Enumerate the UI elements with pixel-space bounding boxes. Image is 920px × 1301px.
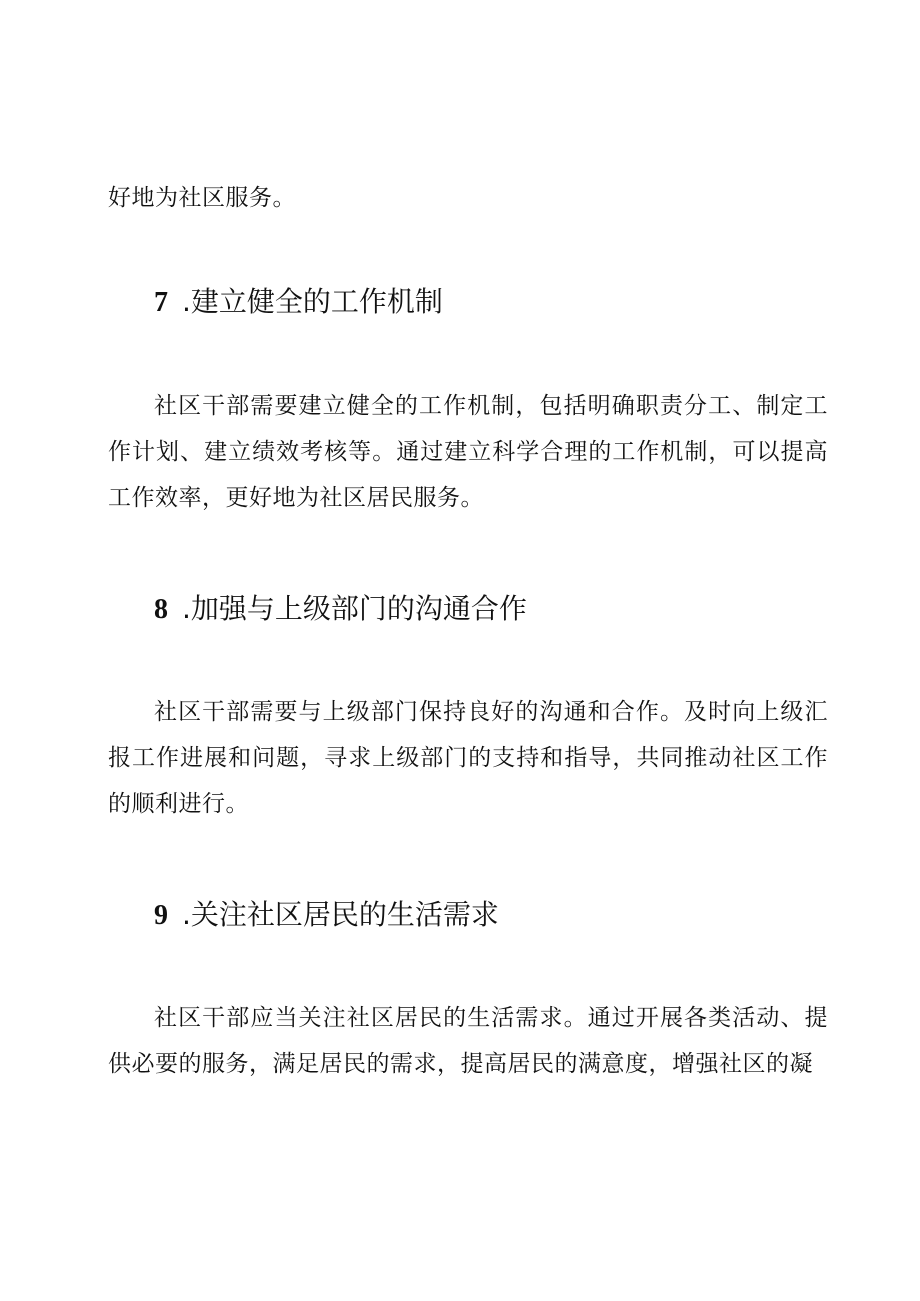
paragraph-text: 好地为社区服务。 <box>108 185 296 211</box>
section-title: .加强与上级部门的沟通合作 <box>182 592 527 625</box>
section-number: 8 <box>154 594 168 625</box>
paragraph-text: 社区干部需要与上级部门保持良好的沟通和合作。及时向上级汇报工作进展和问题，寻求上级部门的支持和指导，共同推动社区工作的顺利进行。 <box>108 699 828 817</box>
section-title: .建立健全的工作机制 <box>182 285 443 318</box>
section-title: .关注社区居民的生活需求 <box>182 898 499 931</box>
section-body-8 <box>108 689 828 827</box>
paragraph-text: 社区干部应当关注社区居民的生活需求。通过开展各类活动、提供必要的服务，满足居民的需求，提高居民的满意度，增强社区的凝 <box>108 1005 828 1077</box>
section-heading-7 <box>108 282 828 323</box>
section-body-7 <box>108 383 828 521</box>
section-body-9 <box>108 995 828 1087</box>
paragraph-text: 社区干部需要建立健全的工作机制，包括明确职责分工、制定工作计划、建立绩效考核等。通过建立科学合理的工作机制，可以提高工作效率，更好地为社区居民服务。 <box>108 393 828 511</box>
section-number: 7 <box>154 287 168 318</box>
section-heading-8 <box>108 589 828 630</box>
section-number: 9 <box>154 900 168 931</box>
section-heading-9 <box>108 895 828 936</box>
continuation-paragraph <box>108 175 828 221</box>
